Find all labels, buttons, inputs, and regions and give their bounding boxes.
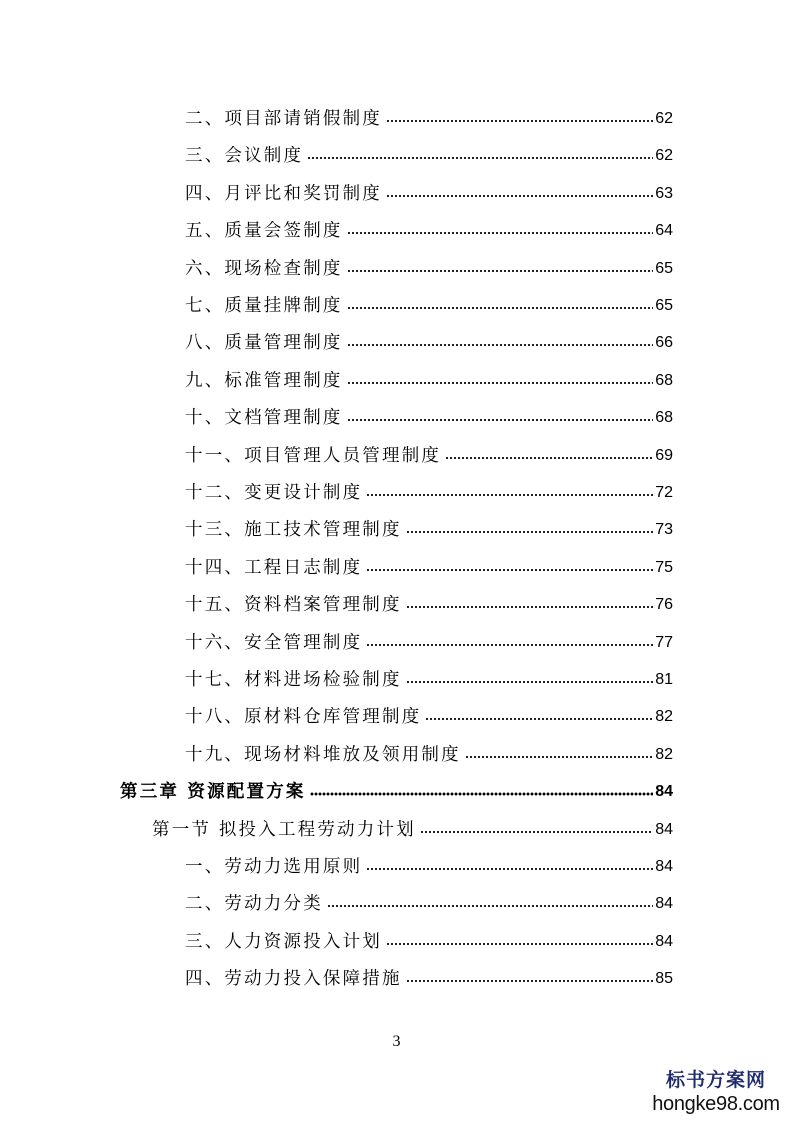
toc-entry-label: 十五、资料档案管理制度 [185,595,402,616]
toc-dot-leader [465,754,653,760]
watermark-title: 标书方案网 [665,1070,766,1091]
toc-entry-page: 75 [655,558,673,576]
toc-dot-leader [406,529,654,535]
toc-entry-label: 六、现场检查制度 [185,258,343,279]
toc-dot-leader [327,903,653,909]
toc-entry-label: 七、质量挂牌制度 [185,296,343,316]
toc-dot-leader [366,492,653,498]
toc-entry-label: 十二、变更设计制度 [185,483,363,503]
toc-dot-leader [347,342,654,348]
toc-entry[interactable] [185,442,673,470]
page-number: 3 [392,1033,401,1050]
toc-dot-leader [425,716,653,722]
toc-entry-page: 84 [655,895,673,913]
toc-dot-leader [420,829,653,835]
toc-entry-page: 69 [655,446,673,464]
toc-entry-page: 62 [655,147,673,165]
toc-entry-label: 四、月评比和奖罚制度 [185,183,382,204]
toc-entry-page: 84 [655,858,673,875]
toc-dot-leader [347,268,654,274]
toc-entry[interactable] [185,703,673,731]
toc-entry[interactable] [185,404,673,432]
toc-dot-leader [386,941,653,947]
toc-entry[interactable] [185,666,673,694]
toc-dot-leader [406,978,654,984]
toc-entry[interactable] [185,479,673,507]
toc-entry-page: 81 [655,671,673,688]
toc-dot-leader [406,679,654,685]
toc-entry-page: 77 [655,633,673,651]
toc-entry-page: 65 [655,259,673,277]
toc-entry[interactable] [185,367,673,395]
toc-entry-page: 84 [655,783,673,801]
toc-entry[interactable] [185,629,673,657]
toc-dot-leader [386,118,653,124]
toc-chapter-entry[interactable] [120,778,673,806]
toc-dot-leader [366,567,653,573]
toc-entry-label: 十九、现场材料堆放及领用制度 [185,744,461,765]
toc-entry-label: 十七、材料进场检验制度 [185,670,402,690]
toc-entry[interactable] [185,554,673,582]
toc-entry-label: 第三章 资源配置方案 [120,782,306,803]
toc-entry-label: 十八、原材料仓库管理制度 [185,707,422,728]
toc-entry[interactable] [185,890,673,918]
toc-dot-leader [347,230,654,236]
toc-entry-page: 68 [655,371,673,389]
toc-entry-page: 72 [655,484,673,501]
toc-dot-leader [347,380,654,386]
watermark-url: hongke98.com [652,1093,780,1115]
toc-entry-page: 76 [655,596,673,614]
toc-entry[interactable] [185,292,673,320]
toc-entry-page: 66 [655,334,673,352]
toc-entry-page: 68 [655,409,673,427]
toc-entry[interactable] [185,516,673,544]
toc-entry-label: 八、质量管理制度 [185,333,343,354]
toc-section-entry[interactable] [152,816,673,844]
toc-entry-page: 84 [655,820,673,838]
toc-entry[interactable] [185,255,673,283]
toc-entry[interactable] [185,105,673,133]
toc-entry[interactable] [185,329,673,357]
toc-dot-leader [347,305,654,311]
toc-dot-leader [406,604,654,610]
toc-entry[interactable] [185,591,673,619]
toc-entry-label: 十六、安全管理制度 [185,632,363,653]
toc-entry[interactable] [185,853,673,881]
toc-entry-page: 82 [655,745,673,763]
toc-dot-leader [386,193,653,199]
toc-entry-page: 73 [655,521,673,539]
toc-dot-leader [445,455,653,461]
toc-entry[interactable] [185,217,673,245]
toc-entry-label: 十四、工程日志制度 [185,557,363,578]
toc-entry-page: 82 [655,708,673,726]
toc-entry-label: 十、文档管理制度 [185,408,343,429]
toc-entry[interactable] [185,142,673,170]
toc-dot-leader [310,791,654,797]
toc-entry-label: 第一节 拟投入工程劳动力计划 [152,819,416,840]
toc-entry-page: 64 [655,222,673,240]
toc-entry-label: 三、人力资源投入计划 [185,931,382,952]
toc-entry-label: 二、项目部请销假制度 [185,109,382,129]
toc-entry-label: 九、标准管理制度 [185,370,343,391]
toc-dot-leader [366,866,653,872]
toc-entry-label: 二、劳动力分类 [185,894,323,915]
toc-entry-page: 62 [655,110,673,127]
toc-entry-label: 五、质量会签制度 [185,221,343,242]
toc-entry[interactable] [185,928,673,956]
toc-entry[interactable] [185,180,673,208]
toc-entry-label: 一、劳动力选用原则 [185,857,363,877]
toc-entry[interactable] [185,965,673,993]
watermark-logo [651,1070,781,1116]
toc-entry-page: 84 [655,932,673,950]
toc-entry-label: 四、劳动力投入保障措施 [185,969,402,990]
toc-entry-page: 85 [655,970,673,988]
toc-entry-label: 三、会议制度 [185,146,304,167]
toc-entry[interactable] [185,741,673,769]
toc-dot-leader [347,417,654,423]
toc-entry-page: 63 [655,184,673,202]
toc-entry-label: 十三、施工技术管理制度 [185,520,402,541]
toc-dot-leader [366,642,653,648]
toc-dot-leader [307,155,653,161]
toc-entry-page: 65 [655,297,673,314]
toc-entry-label: 十一、项目管理人员管理制度 [185,445,442,466]
